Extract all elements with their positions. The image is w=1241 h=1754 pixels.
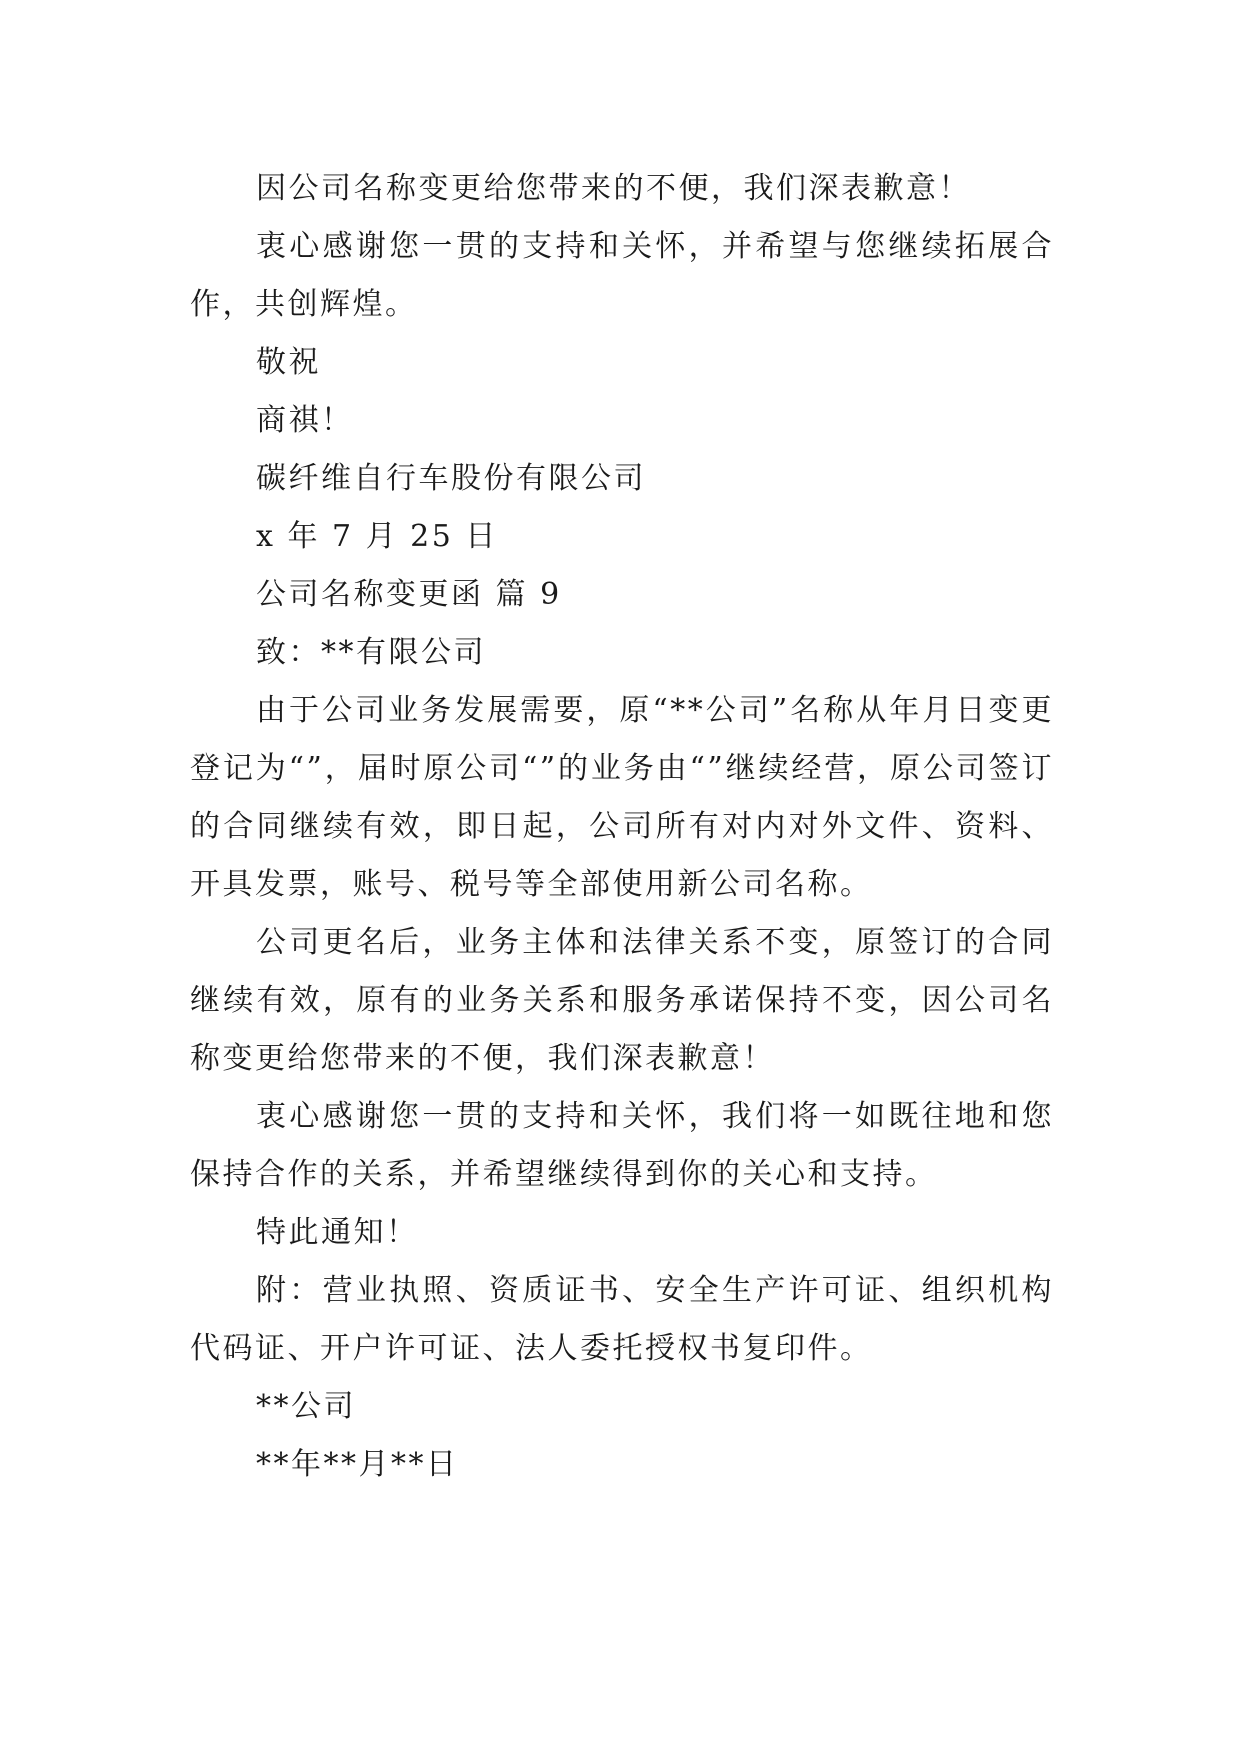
closing-salutation: 敬祝	[256, 345, 321, 380]
paragraph-name-change: 由于公司业务发展需要，原“**公司”名称从年月日变更登记为“”，届时原公司“”的业务由“”继续经营，原公司签订的合同继续有效，即日起，公司所有对内对外文件、资料、开具发票，账号、税号等全部使用新公司名称。	[190, 693, 1054, 902]
paragraph-gratitude: 衷心感谢您一贯的支持和关怀，我们将一如既往地和您保持合作的关系，并希望继续得到你的关心和支持。	[190, 1099, 1054, 1192]
signature-company-2: **公司	[256, 1389, 356, 1424]
signature-date: x 年 7 月 25 日	[256, 519, 498, 554]
paragraph-apology: 因公司名称变更给您带来的不便，我们深表歉意！	[256, 171, 971, 206]
signature-date-2: **年**月**日	[256, 1447, 459, 1482]
signature-company: 碳纤维自行车股份有限公司	[256, 461, 646, 496]
paragraph-after-rename: 公司更名后，业务主体和法律关系不变，原签订的合同继续有效，原有的业务关系和服务承诺保持不变，因公司名称变更给您带来的不便，我们深表歉意！	[190, 925, 1054, 1076]
section-heading: 公司名称变更函 篇 9	[256, 577, 562, 612]
notice-line: 特此通知！	[256, 1215, 419, 1250]
paragraph-thanks: 衷心感谢您一贯的支持和关怀，并希望与您继续拓展合作，共创辉煌。	[190, 229, 1054, 322]
closing-wish: 商祺！	[256, 403, 354, 438]
attachments-line: 附：营业执照、资质证书、安全生产许可证、组织机构代码证、开户许可证、法人委托授权书复印件。	[190, 1273, 1054, 1366]
addressee: 致：**有限公司	[256, 635, 486, 670]
document-body	[190, 160, 1054, 1494]
